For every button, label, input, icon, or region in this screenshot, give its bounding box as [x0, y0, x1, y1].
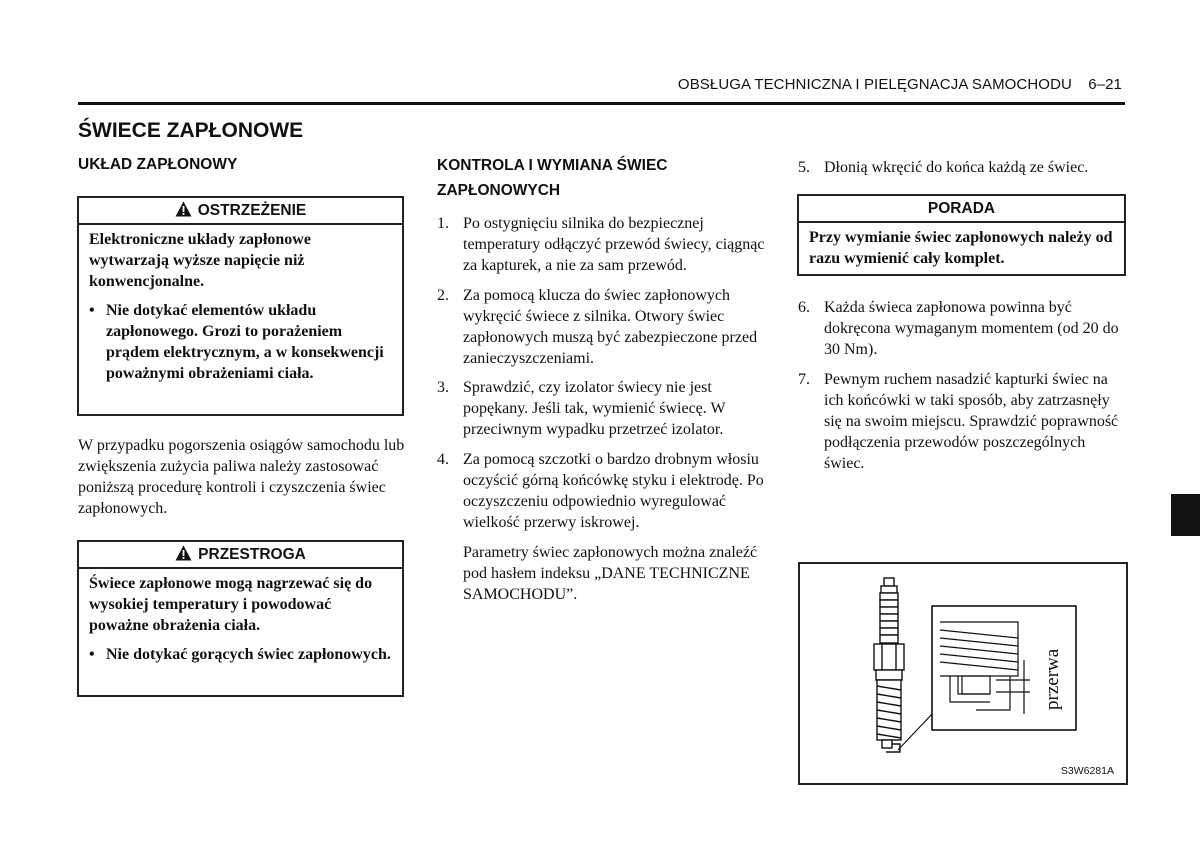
- section-heading-ignition: UKŁAD ZAPŁONOWY: [78, 156, 238, 173]
- step-item: [798, 297, 1128, 360]
- caution-bullet-text: Nie dotykać gorących świec zapłonowych.: [106, 646, 391, 663]
- warning-heading: OSTRZEŻENIE: [197, 202, 307, 219]
- step-text: Po ostygnięciu silnika do bezpiecznej temperatury odłączyć przewód świecy, ciągnąc za kapturek, a nie za sam przewód.: [463, 215, 765, 274]
- step-number: 2.: [437, 287, 449, 304]
- caution-bullet: • Nie dotykać gorących świec zapłonowych.: [89, 646, 391, 663]
- warning-box: [77, 196, 404, 416]
- caution-text: Świece zapłonowe mogą nagrzewać się do wysokiej temperatury i powodować poważne obrażenia ciała.: [89, 575, 373, 634]
- page-number: 6–21: [1088, 76, 1122, 93]
- step-item: [437, 449, 772, 533]
- step-text: Pewnym ruchem nasadzić kapturki świec na ich końcówki w taki sposób, aby zatrzasnęły się na swoim miejscu. Sprawdzić poprawność podłączenia przewodów poszczególnych świec.: [824, 371, 1119, 472]
- caution-heading: PRZESTROGA: [198, 546, 306, 563]
- warning-triangle-icon: [175, 545, 192, 561]
- step-item: [798, 369, 1128, 474]
- tip-text: Przy wymianie świec zapłonowych należy od razu wymienić cały komplet.: [809, 229, 1113, 267]
- step-text: Sprawdzić, czy izolator świecy nie jest popękany. Jeśli tak, wymienić świecę. W przeciwnym wypadku przetrzeć izolator.: [463, 379, 726, 438]
- section-heading-line2: ZAPŁONOWYCH: [437, 182, 561, 199]
- warning-box-header: [79, 198, 402, 225]
- section-heading-check-replace: [437, 153, 667, 203]
- tip-box-header: [799, 196, 1124, 223]
- step-item: [798, 157, 1128, 178]
- warning-bullet-text: Nie dotykać elementów układu zapłonowego. Grozi to porażeniem prądem elektrycznym, a w konsekwencji poważnymi obrażeniami ciała.: [106, 302, 384, 382]
- intro-paragraph: W przypadku pogorszenia osiągów samochodu lub zwiększenia zużycia paliwa należy zastosować poniższą procedurę kontroli i czyszczenia świec zapłonowych.: [78, 437, 405, 517]
- step-text: Dłonią wkręcić do końca każdą ze świec.: [824, 159, 1089, 176]
- caution-box-header: [79, 542, 402, 569]
- step-text: Za pomocą klucza do świec zapłonowych wykręcić świece z silnika. Otwory świec zapłonowych muszą być zabezpieczone przed zanieczyszczeniami.: [463, 287, 758, 367]
- step-number: 1.: [437, 215, 449, 232]
- spark-plug-figure: [798, 562, 1128, 785]
- section-title: OBSŁUGA TECHNICZNA I PIELĘGNACJA SAMOCHODU: [677, 76, 1072, 93]
- page-title: ŚWIECE ZAPŁONOWE: [78, 119, 304, 142]
- gap-label: przerwa: [1042, 648, 1063, 710]
- chapter-tab-marker: [1171, 494, 1200, 536]
- warning-text: Elektroniczne układy zapłonowe wytwarzają wyższe napięcie niż konwencjonalne.: [89, 231, 311, 290]
- step-number: 3.: [437, 379, 449, 396]
- step-item: [437, 377, 772, 440]
- step-number: 4.: [437, 451, 449, 468]
- header-rule: [78, 102, 1125, 105]
- parameters-note: Parametry świec zapłonowych można znaleźć pod hasłem indeksu „DANE TECHNICZNE SAMOCHODU”.: [463, 544, 758, 603]
- warning-bullet: • Nie dotykać elementów układu zapłonowego. Grozi to porażeniem prądem elektrycznym, a w konsekwencji poważnymi obrażeniami ciała.: [89, 300, 392, 384]
- section-heading-line1: KONTROLA I WYMIANA ŚWIEC: [437, 157, 668, 174]
- page-header: [678, 76, 1122, 93]
- step-item: [437, 285, 772, 369]
- step-number: 7.: [798, 371, 810, 388]
- step-text: Każda świeca zapłonowa powinna być dokręcona wymaganym momentem (od 20 do 30 Nm).: [824, 299, 1119, 358]
- step-item: [437, 213, 772, 276]
- step-text: Za pomocą szczotki o bardzo drobnym włosiu oczyścić górną końcówkę styku i elektrodę. Po oczyszczeniu odpowiednio wyregulować wielkość przerwy iskrowej.: [463, 451, 764, 531]
- figure-code: S3W6281A: [1060, 765, 1114, 777]
- caution-box: [77, 540, 404, 697]
- step-number: 6.: [798, 299, 810, 316]
- warning-triangle-icon: [175, 201, 192, 217]
- spark-plug-illustration: [800, 564, 1126, 783]
- step-number: 5.: [798, 159, 810, 176]
- tip-box: [797, 194, 1126, 276]
- tip-heading: PORADA: [927, 200, 996, 217]
